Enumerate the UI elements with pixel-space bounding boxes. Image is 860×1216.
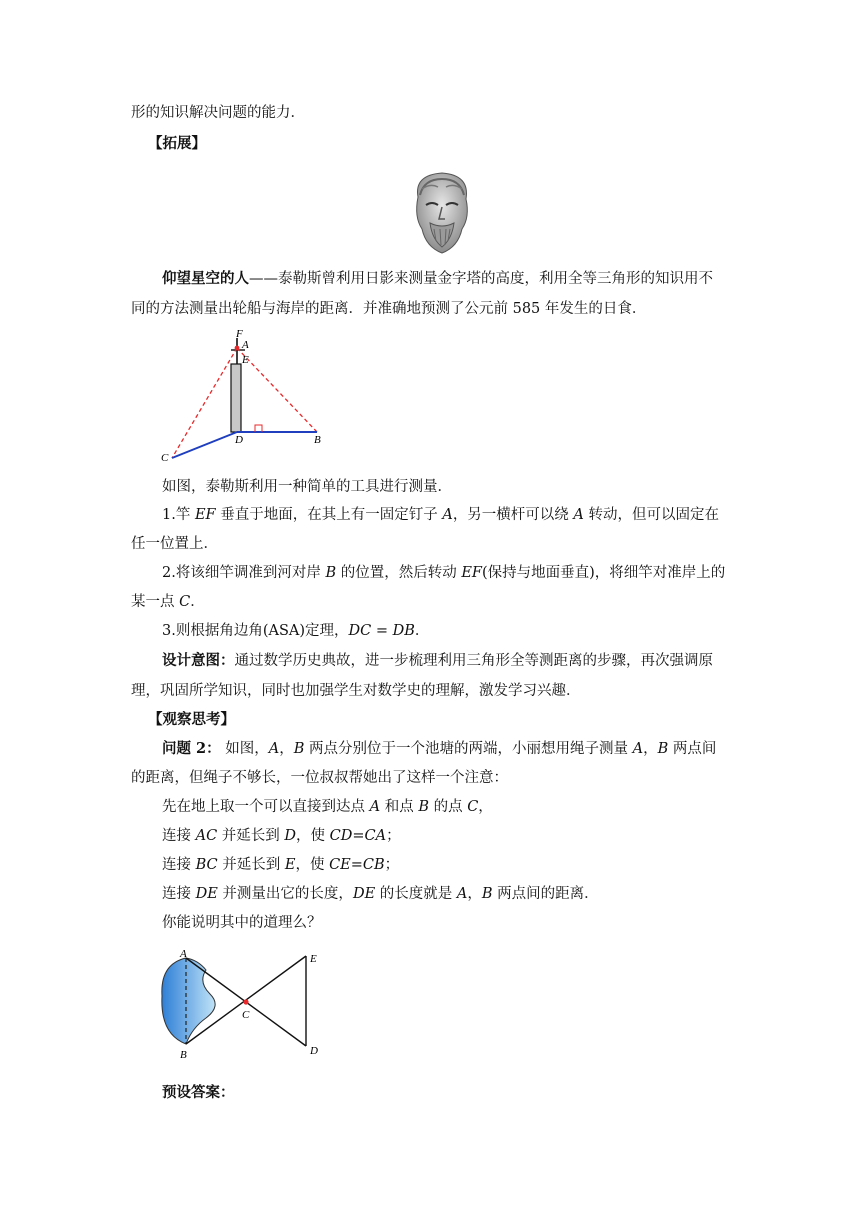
section-expand: 【拓展】 — [148, 135, 206, 152]
q2-step1: 先在地上取一个可以直接到达点 A 和点 B 的点 C， — [162, 799, 493, 815]
thales-line1: 仰望星空的人——泰勒斯曾利用日影来测量金字塔的高度，利用全等三角形的知识用不 — [162, 270, 713, 287]
fig2-label-D: D — [310, 1045, 318, 1057]
top-line: 形的知识解决问题的能力． — [131, 105, 305, 121]
fig2-label-C: C — [242, 1009, 250, 1021]
q2-line1: 问题 2： 如图，A，B 两点分别位于一个池塘的两端，小丽想用绳子测量 A，B 两点间 — [162, 740, 717, 757]
intro-line: 如图，泰勒斯利用一种简单的工具进行测量． — [162, 479, 452, 495]
fig1-label-E: E — [242, 354, 249, 366]
fig1-label-F: F — [236, 328, 243, 340]
thales-portrait — [404, 167, 480, 255]
q2-step3: 连接 BC 并延长到 E，使 CE=CB； — [162, 857, 400, 873]
answer-label: 预设答案： — [162, 1084, 235, 1101]
fig2-label-A: A — [180, 948, 187, 960]
q2-step4: 连接 DE 并测量出它的长度，DE 的长度就是 A，B 两点间的距离． — [162, 886, 599, 902]
pond-distance-figure — [152, 946, 332, 1070]
step1-line1: 1.竿 EF 垂直于地面，在其上有一固定钉子 A，另一横杆可以绕 A 转动，但可以固定在 — [162, 507, 720, 523]
q2-line2: 的距离，但绳子不够长，一位叔叔帮她出了这样一个注意： — [131, 770, 508, 786]
fig2-label-E: E — [310, 953, 317, 965]
q2-step2: 连接 AC 并延长到 D，使 CD=CA； — [162, 828, 401, 844]
q2-question: 你能说明其中的道理么？ — [162, 915, 322, 931]
thales-line2: 同的方法测量出轮船与海岸的距离．并准确地预测了公元前 585 年发生的日食． — [131, 301, 647, 317]
fig1-label-D: D — [235, 434, 243, 446]
q2-label: 问题 2： — [162, 740, 221, 757]
thales-title: 仰望星空的人 — [162, 270, 249, 287]
step3-line: 3.则根据角边角(ASA)定理，DC = DB． — [162, 623, 430, 639]
fig1-label-C: C — [161, 452, 169, 464]
step1-line2: 任一位置上． — [131, 536, 218, 552]
design-line2: 理，巩固所学知识，同时也加强学生对数学史的理解，激发学习兴趣． — [131, 683, 581, 699]
design-line1: 设计意图：通过数学历史典故，进一步梳理利用三角形全等测距离的步骤，再次强调原 — [162, 652, 713, 669]
thales-measurement-figure — [155, 326, 335, 466]
fig2-label-B: B — [180, 1049, 187, 1061]
step2-line2: 某一点 C． — [131, 594, 205, 610]
step2-line1: 2.将该细竿调准到河对岸 B 的位置，然后转动 EF(保持与地面垂直)，将细竿对准岸上的 — [162, 565, 726, 581]
fig1-label-A: A — [242, 339, 249, 351]
section-observe: 【观察思考】 — [148, 711, 235, 728]
design-label: 设计意图： — [162, 652, 235, 669]
fig1-label-B: B — [314, 434, 321, 446]
